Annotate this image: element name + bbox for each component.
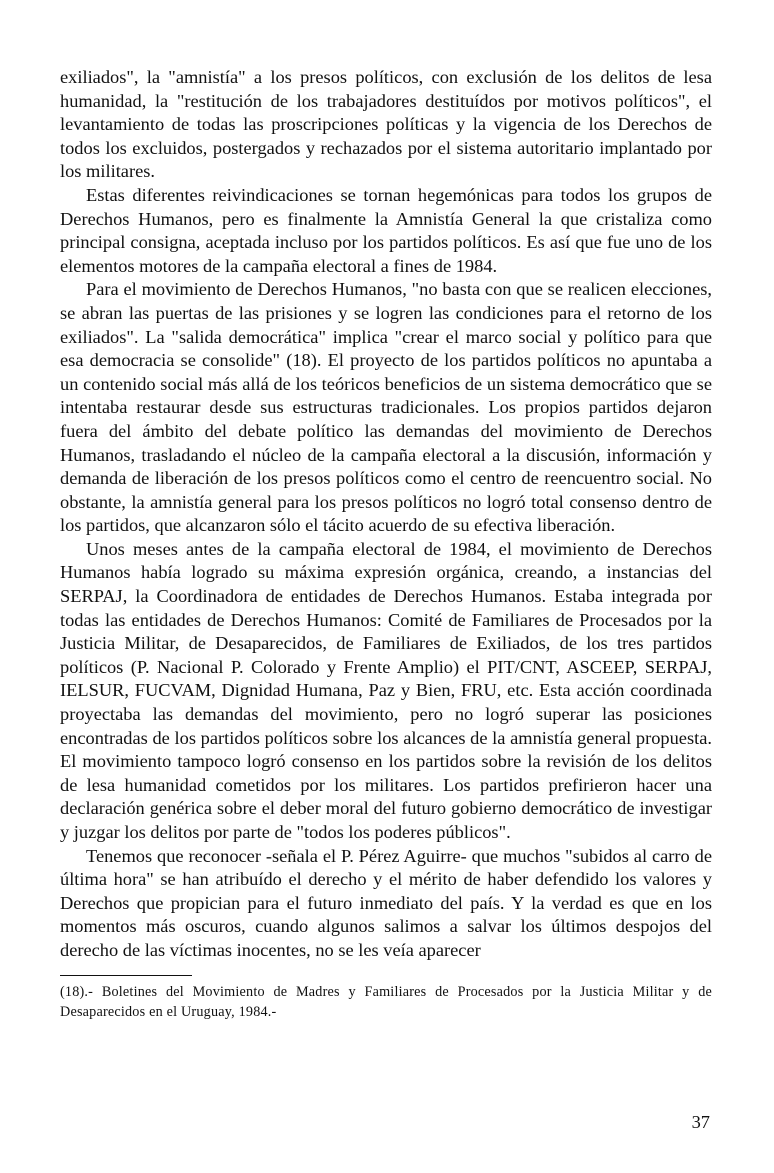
paragraph-4: Unos meses antes de la campaña electoral de 1984, el movimiento de Derechos Humanos había logrado su máxima expresión orgánica, creando, a instancias del SERPAJ, la Coordinadora de entidades de Derechos Humanos. Estaba integrada por todas las entidades de Derechos Humanos: Comité de Familiares de Procesados por la Justicia Militar, de Desaparecidos, de Familiares de Exiliados, de los tres partidos políticos (P. Nacional P. Colorado y Frente Amplio) el PIT/CNT, ASCEEP, SERPAJ, IELSUR, FUCVAM, Dignidad Humana, Paz y Bien, FRU, etc. Esta acción coordinada proyectaba las demandas del movimiento, pero no logró superar las posiciones encontradas de los partidos políticos sobre los alcances de la amnistía general propuesta. El movimiento tampoco logró consenso en los partidos sobre la revisión de los delitos de lesa humanidad cometidos por los militares. Los partidos prefirieron hacer una declaración genérica sobre el deber moral del futuro gobierno democrático de investigar y juzgar los delitos por parte de "todos los poderes públicos".: [60, 538, 712, 842]
paragraph-1: exiliados", la "amnistía" a los presos políticos, con exclusión de los delitos de lesa humanidad, la "restitución de los trabajadores destituídos por motivos políticos", el levantamiento de todas las proscripciones políticas y la vigencia de los Derechos de todos los excluidos, postergados y rechazados por el sistema autoritario implantado por los militares.: [60, 67, 712, 182]
paragraph-5: Tenemos que reconocer -señala el P. Pérez Aguirre- que muchos "subidos al carro de última hora" se han atribuído el derecho y el mérito de haber defendido los valores y Derechos que propician para el futuro inmediato del país. Y la verdad es que en los momentos más oscuros, cuando algunos salimos a salvar los últimos despojos del derecho de las víctimas inocentes, no se les veía aparecer: [60, 845, 712, 960]
page-body: [60, 66, 712, 1022]
page-number: 37: [691, 1112, 710, 1132]
footnote: (18).- Boletines del Movimiento de Madres y Familiares de Procesados por la Justicia Militar y de Desaparecidos en el Uruguay, 1984.-: [60, 983, 712, 1020]
paragraph-2: Estas diferentes reivindicaciones se tornan hegemónicas para todos los grupos de Derechos Humanos, pero es finalmente la Amnistía General la que cristaliza como principal consigna, aceptada incluso por los partidos políticos. Es así que fue uno de los elementos motores de la campaña electoral a fines de 1984.: [60, 184, 712, 276]
paragraph-3: Para el movimiento de Derechos Humanos, "no basta con que se realicen elecciones, se abran las puertas de las prisiones y se logren las condiciones para el retorno de los exiliados". La "salida democrática" implica "crear el marco social y político para que esa democracia se consolide" (18). El proyecto de los partidos políticos no apuntaba a un contenido social más allá de los teóricos beneficios de un sistema democrático que se intentaba restaurar desde sus estructuras tradicionales. Los propios partidos dejaron fuera del ámbito del debate político las demandas del movimiento de Derechos Humanos, trasladando el núcleo de la campaña electoral a la discusión, información y demanda de liberación de los presos políticos como el centro de reencuentro social. No obstante, la amnistía general para los presos políticos no logró total consenso dentro de los partidos, que alcanzaron sólo el tácito acuerdo de su efectiva liberación.: [60, 279, 712, 536]
footnote-divider: [60, 975, 192, 976]
